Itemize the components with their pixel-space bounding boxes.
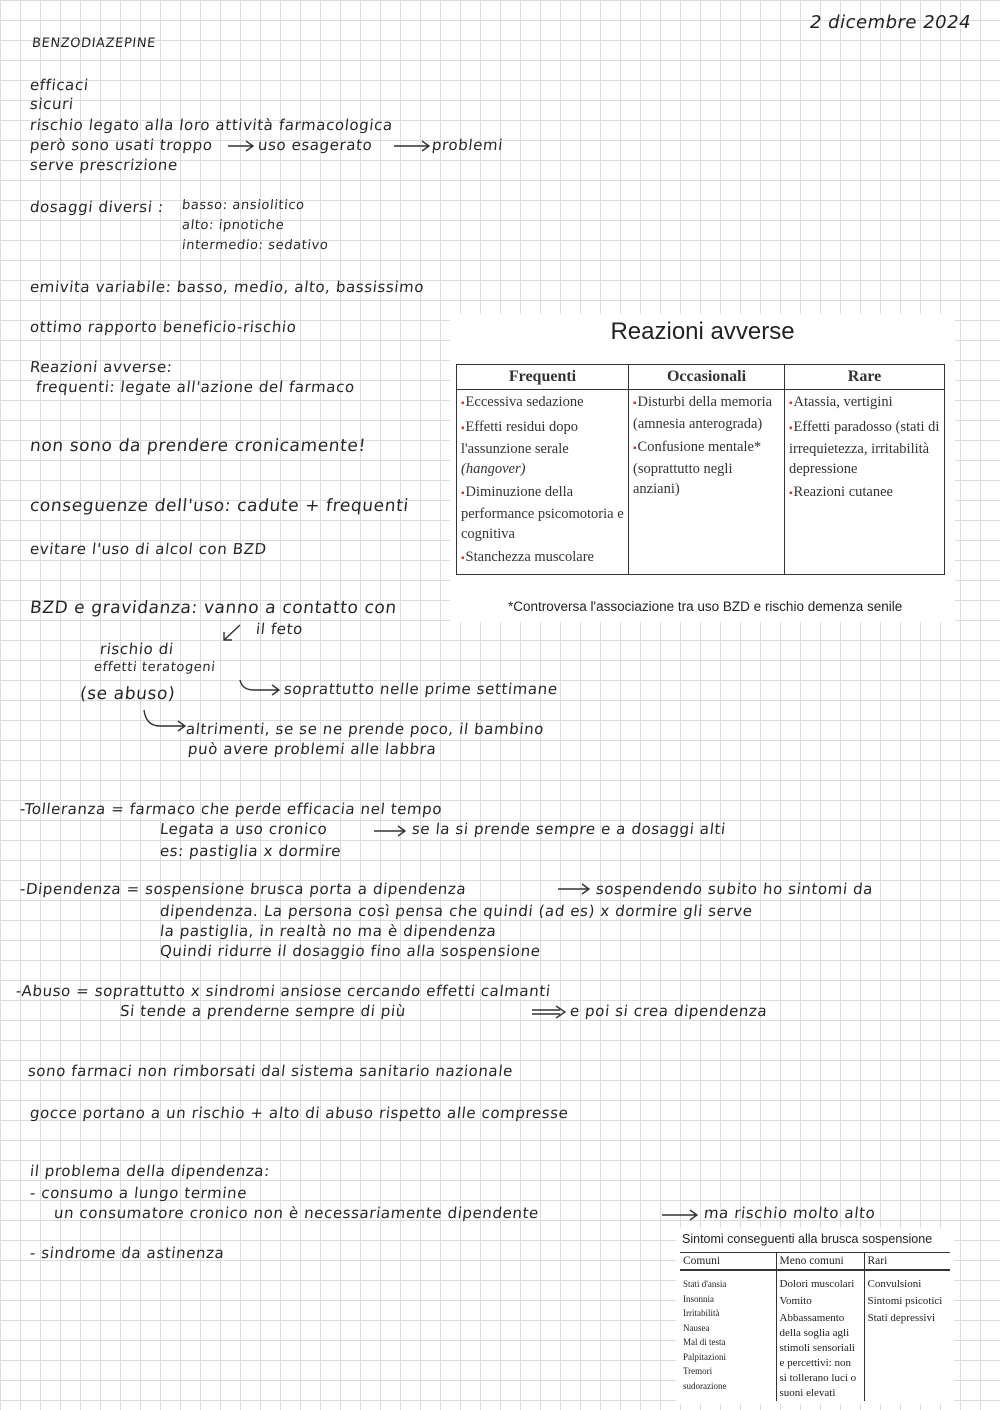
note-line: - consumo a lungo termine xyxy=(29,1184,249,1202)
list-item: sudorazione xyxy=(683,1380,727,1391)
withdrawal-card xyxy=(676,1228,954,1404)
list-item: ▪ Confusione mentale* (soprattutto negli anziani) xyxy=(633,437,780,499)
notes-title: BENZODIAZEPINE xyxy=(31,36,157,51)
note-line: (se abuso) xyxy=(78,684,177,704)
arrow-icon xyxy=(660,1208,700,1222)
list-item: Insonnia xyxy=(683,1293,714,1304)
less-common-cell xyxy=(776,1270,864,1401)
note-line: sicuri xyxy=(29,95,75,113)
note-line: però sono usati troppo xyxy=(29,136,214,154)
list-item: Nausea xyxy=(683,1322,710,1333)
list-item: ▪ Reazioni cutanee xyxy=(789,482,940,504)
note-line: alto: ipnotiche xyxy=(181,218,286,233)
note-line: Reazioni avverse: xyxy=(29,358,174,376)
note-line: emivita variabile: basso, medio, alto, bassissimo xyxy=(29,278,426,296)
adverse-reactions-card xyxy=(450,314,955,622)
arrow-icon xyxy=(530,1004,568,1020)
note-line: rischio di xyxy=(99,640,175,658)
list-item: ▪ Disturbi della memoria (amnesia anterograda) xyxy=(633,392,780,434)
column-header: Frequenti xyxy=(457,365,629,390)
note-line: soprattutto nelle prime settimane xyxy=(283,680,559,698)
arrow-icon xyxy=(220,622,244,644)
column-header: Rare xyxy=(785,365,945,390)
occasional-cell xyxy=(629,390,785,575)
note-line: serve prescrizione xyxy=(29,156,179,174)
arrow-icon xyxy=(226,138,256,152)
frequent-cell xyxy=(457,390,629,575)
note-line: altrimenti, se se ne prende poco, il bambino xyxy=(185,720,546,738)
note-line: un consumatore cronico non è necessariamente dipendente xyxy=(53,1204,540,1222)
note-line: ma rischio molto alto xyxy=(703,1204,877,1222)
note-line: conseguenze dell'uso: cadute + frequenti xyxy=(28,496,410,516)
note-line: effetti teratogeni xyxy=(93,660,217,675)
note-line: BZD e gravidanza: vanno a contatto con xyxy=(28,598,398,618)
note-line: il problema della dipendenza: xyxy=(29,1162,271,1180)
list-item: Sintomi psicotici xyxy=(867,1295,943,1307)
arrow-icon xyxy=(556,882,592,896)
note-line: Quindi ridurre il dosaggio fino alla sospensione xyxy=(159,942,542,960)
note-line: il feto xyxy=(255,620,304,638)
note-line: la pastiglia, in realtà no ma è dipendenza xyxy=(159,922,498,940)
note-line: - sindrome da astinenza xyxy=(29,1244,226,1262)
note-line: -Tolleranza = farmaco che perde efficacia nel tempo xyxy=(19,800,444,818)
column-header: Occasionali xyxy=(629,365,785,390)
note-line: frequenti: legate all'azione del farmaco xyxy=(35,378,356,396)
list-item: Stati d'ansia xyxy=(683,1279,727,1289)
list-item: Stati depressivi xyxy=(867,1312,936,1324)
note-line: es: pastiglia x dormire xyxy=(159,842,343,860)
note-line: non sono da prendere cronicamente! xyxy=(28,436,367,456)
note-line: uso esagerato xyxy=(257,136,374,154)
arrow-icon xyxy=(236,678,282,698)
column-header: Comuni xyxy=(680,1253,776,1271)
footnote: *Controversa l'associazione tra uso BZD e rischio demenza senile xyxy=(508,599,903,614)
list-item: ▪ Atassia, vertigini xyxy=(789,392,940,414)
note-line: ottimo rapporto beneficio-rischio xyxy=(29,318,298,336)
list-item: Dolori muscolari xyxy=(779,1278,855,1290)
note-line: -Dipendenza = sospensione brusca porta a dipendenza xyxy=(19,880,468,898)
list-item: Tremori xyxy=(683,1366,713,1376)
rare-cell xyxy=(785,390,945,575)
note-line: gocce portano a un rischio + alto di abuso rispetto alle compresse xyxy=(29,1104,570,1122)
note-line: se la si prende sempre e a dosaggi alti xyxy=(411,820,727,838)
rare-cell xyxy=(864,1270,950,1401)
arrow-icon xyxy=(392,138,432,152)
note-line: evitare l'uso di alcol con BZD xyxy=(29,540,268,558)
list-item: ▪ Effetti residui dopo l'assunzione serale xyxy=(461,417,624,459)
list-item: Vomito xyxy=(779,1295,812,1307)
adverse-reactions-table xyxy=(456,364,945,575)
list-item: (hangover) xyxy=(461,461,526,477)
note-line: sospendendo subito ho sintomi da xyxy=(595,880,875,898)
withdrawal-table xyxy=(680,1252,950,1401)
note-line: Legata a uso cronico xyxy=(159,820,329,838)
note-line: -Abuso = soprattutto x sindromi ansiose cercando effetti calmanti xyxy=(15,982,552,1000)
note-line: basso: ansiolitico xyxy=(181,198,306,213)
note-line: può avere problemi alle labbra xyxy=(187,740,438,758)
note-line: efficaci xyxy=(29,76,90,94)
arrow-icon xyxy=(140,708,188,734)
arrow-icon xyxy=(372,824,408,838)
list-item: ▪ Effetti paradosso (stati di irrequietezza, irritabilità depressione xyxy=(789,417,940,479)
note-line: dosaggi diversi : xyxy=(29,198,165,216)
date: 2 dicembre 2024 xyxy=(810,12,972,33)
note-line: rischio legato alla loro attività farmacologica xyxy=(29,116,394,134)
list-item: Abbassamento della soglia agli stimoli sensoriali e percettivi: non si tollerano luci o suoni elevati xyxy=(779,1312,857,1399)
note-line: Si tende a prenderne sempre di più xyxy=(119,1002,407,1020)
list-item: Palpitazioni xyxy=(683,1351,726,1362)
note-line: sono farmaci non rimborsati dal sistema sanitario nazionale xyxy=(27,1062,514,1080)
column-header: Meno comuni xyxy=(776,1253,864,1271)
note-line: dipendenza. La persona così pensa che quindi (ad es) x dormire gli serve xyxy=(159,902,754,920)
column-header: Rari xyxy=(864,1253,950,1271)
common-cell xyxy=(680,1270,776,1401)
list-item: Convulsioni xyxy=(867,1278,922,1290)
list-item: Mal di testa xyxy=(683,1337,726,1347)
list-item: ▪ Diminuzione della performance psicomotoria e cognitiva xyxy=(461,482,624,544)
list-item: ▪ Stanchezza muscolare xyxy=(461,547,624,569)
card-title: Sintomi conseguenti alla brusca sospensione xyxy=(682,1232,933,1246)
list-item: Irritabilità xyxy=(683,1308,720,1318)
card-title: Reazioni avverse xyxy=(610,318,795,345)
note-line: problemi xyxy=(431,136,504,154)
note-line: intermedio: sedativo xyxy=(181,238,330,253)
note-line: e poi si crea dipendenza xyxy=(569,1002,769,1020)
list-item: ▪ Eccessiva sedazione xyxy=(461,392,624,414)
